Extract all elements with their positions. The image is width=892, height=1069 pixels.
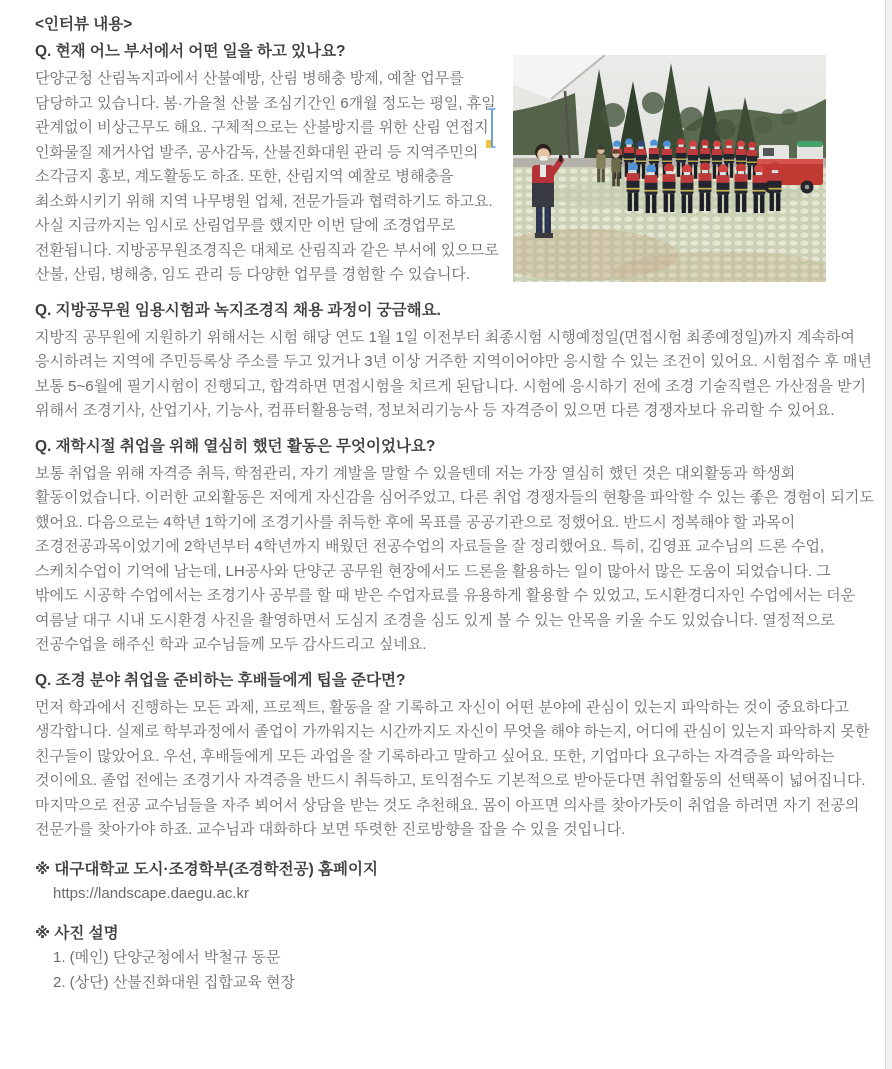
homepage-note-heading: ※ 대구대학교 도시·조경학부(조경학전공) 홈페이지 (35, 860, 378, 878)
photo-desc-item-2: 2. (상단) 산불진화대원 집합교육 현장 (53, 973, 296, 991)
answer-paragraph-3: 보통 취업을 위해 자격증 취득, 학점관리, 자기 계발을 말할 수 있을텐데 저는 가장 열심히 했던 것은 대외활동과 학생회 활동이었습니다. 이러한 교외활동은 저에게 자신감을 심어주었고, 다른 취업 경쟁자들의 현황을 파악할 수 있는 좋은 경험이 되기도 했어요. 다음으로는 4학년 1학기에 조경기사를 취득한 후에 목표를 공공기관으로 정했어요. 반드시 정복해야 할 과목이 조경전공과목이었기에 2학년부터 4학년까지 배웠던 전공수업의 자료들을 잘 정리했어요. 특히, 김영표 교수님의 드론 수업, 스케치수업이 기억에 남는데, LH공사와 단양군 공무원 현장에서도 드론을 활용하는 일이 많아서 많은 도움이 되었습니다. 그 밖에도 시공학 수업에서는 조경기사 공부를 할 때 받은 수업자료를 유용하게 활용할 수 있었고, 도시환경디자인 수업에서는 더운 여름날 대구 시내 도시환경 사진을 촬영하면서 도심지 조경을 심도 있게 볼 수 있는 안목을 키울 수도 있었습니다. 열정적으로 전공수업을 해주신 학과 교수님들께 모두 감사드리고 싶네요. (35, 464, 874, 653)
answer-paragraph-2: 지방직 공무원에 지원하기 위해서는 시험 해당 연도 1월 1일 이전부터 최종시험 시행예정일(면접시험 최종예정일)까지 계속하여 응시하려는 지역에 주민등록상 주소를 두고 있거나 3년 이상 거주한 지역이어야만 응시할 수 있는 조건이 있어요. 시험접수 후 매년 보통 5~6월에 필기시험이 진행되고, 합격하면 면접시험을 치르게 된답니다. 시험에 응시하기 전에 조경 기술직렬은 가산점을 받기 위해서 조경기사, 산업기사, 기능사, 컴퓨터활용능력, 정보처리기능사 등 자격증이 있으면 다른 경쟁자보다 유리할 수 있어요. (35, 328, 872, 419)
page-right-border (885, 0, 892, 1069)
image-anchor-icon (486, 107, 498, 153)
photo-desc-item-1: 1. (메인) 단양군청에서 박철규 동문 (53, 949, 281, 966)
question-heading-1: Q. 현재 어느 부서에서 어떤 일을 하고 있나요? (35, 43, 346, 60)
question-heading-3: Q. 재학시절 취업을 위해 열심히 했던 활동은 무엇이었나요? (35, 437, 436, 455)
question-heading-4: Q. 조경 분야 취업을 준비하는 후배들에게 팁을 준다면? (35, 671, 406, 689)
page-title: <인터뷰 내용> (35, 16, 133, 33)
fire-crew-training-photo (513, 55, 826, 282)
question-heading-2: Q. 지방공무원 임용시험과 녹지조경직 채용 과정이 궁금해요. (35, 301, 441, 319)
homepage-url-text: https://landscape.daegu.ac.kr (53, 885, 249, 902)
answer-paragraph-4: 먼저 학과에서 진행하는 모든 과제, 프로젝트, 활동을 잘 기록하고 자신이 어떤 분야에 관심이 있는지 파악하는 것이 중요하다고 생각합니다. 실제로 학부과정에서 졸업이 가까워지는 시간까지도 자신이 무엇을 해야 하는지, 어디에 관심이 있는지 파악하지 못한 친구들이 많았어요. 우선, 후배들에게 모든 과업을 잘 기록하라고 말하고 싶어요. 또한, 기업마다 요구하는 자격증을 파악하는 것이에요. 졸업 전에는 조경기사 자격증을 반드시 취득하고, 토익점수도 기본적으로 받아둔다면 취업활동의 선택폭이 넓어집니다. 마지막으로 전공 교수님들을 자주 뵈어서 상담을 받는 것도 추천해요. 몸이 아프면 의사를 찾아가듯이 취업을 하려면 자기 전공의 전문가를 찾아가야 하죠. 교수님과 대화하다 보면 뚜렷한 진로방향을 잡을 수 있을 것입니다. (35, 698, 870, 838)
photo-desc-heading: ※ 사진 설명 (35, 924, 119, 942)
answer-paragraph-1: 단양군청 산림녹지과에서 산불예방, 산림 병해충 방제, 예찰 업무를 담당하고 있습니다. 봄·가을철 산불 조심기간인 6개월 정도는 평일, 휴일 관계없이 비상근무도 해요. 구체적으로는 산불방지를 위한 산림 연접지 인화물질 제거사업 발주, 공사감독, 산불진화대원 관리 등 지역주민의 소각금지 홍보, 계도활동도 하죠. 또한, 산림지역 예찰로 병해충을 최소화시키기 위해 지역 나무병원 업체, 전문가들과 협력하기도 하고요. 사실 지금까지는 임시로 산림업무를 했지만 이번 달에 조경업무로 전환됩니다. 지방공무원조경직은 대체로 산림직과 같은 부서에 있으므로 산불, 산림, 병해충, 임도 관리 등 다양한 업무를 경험할 수 있습니다. (35, 70, 499, 283)
